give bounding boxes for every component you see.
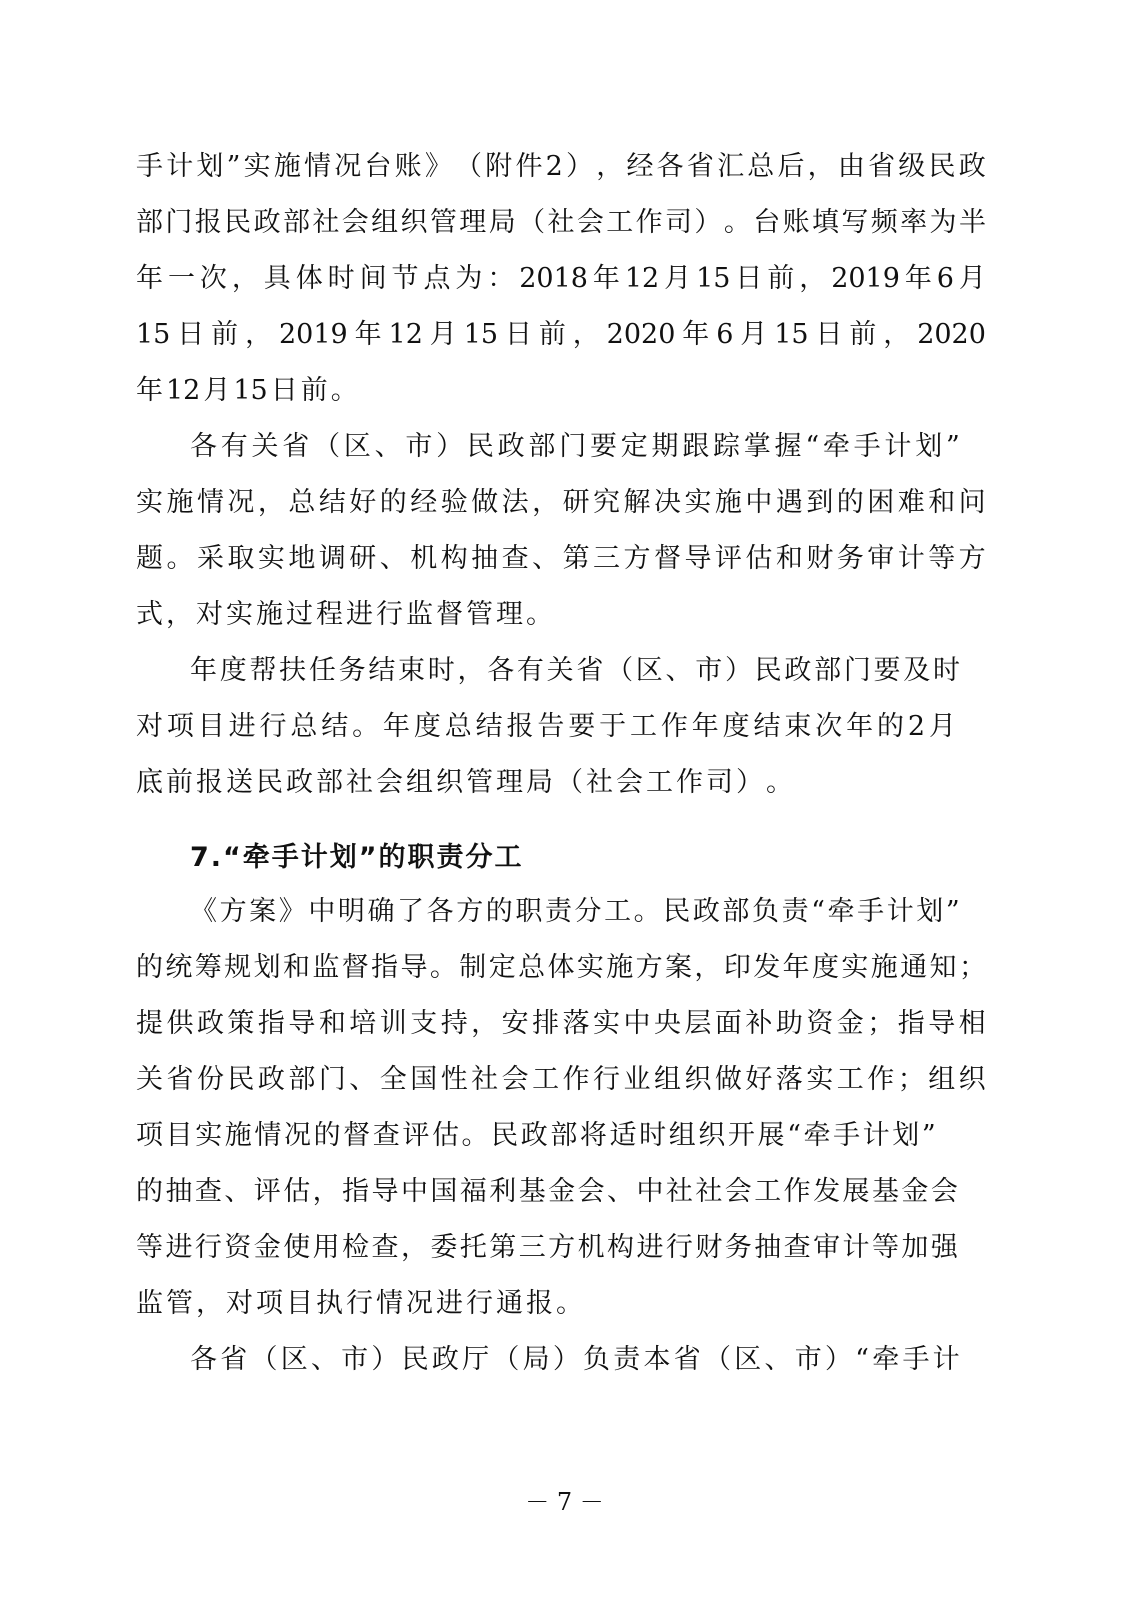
text-line: 项 目 实 施 情 况 的 督 查 评 估 。 民 政 部 将 适 时 组 织 开 展 “ 牵 手 计 划 ” [136, 1120, 936, 1151]
text-line: 监 管 ， 对 项 目 执 行 情 况 进 行 通 报 。 [136, 1288, 583, 1319]
text-line: 底 前 报 送 民 政 部 社 会 组 织 管 理 局 （ 社 会 工 作 司 ） 。 [136, 767, 793, 798]
text-line: 关 省 份 民 政 部 门 、 全 国 性 社 会 工 作 行 业 组 织 做 好 落 实 工 作 ； 组 织 [136, 1064, 986, 1095]
text-line: 《 方 案 》 中 明 确 了 各 方 的 职 责 分 工 。 民 政 部 负 责 “ 牵 手 计 划 ” [190, 896, 960, 927]
page-number: － 7 － [525, 1488, 604, 1516]
text-line: 题 。 采 取 实 地 调 研 、 机 构 抽 查 、 第 三 方 督 导 评 估 和 财 务 审 计 等 方 [136, 543, 986, 574]
text-line: 的 统 筹 规 划 和 监 督 指 导 。 制 定 总 体 实 施 方 案 ， 印 发 年 度 实 施 通 知 ； [136, 952, 986, 983]
text-line: 对 项 目 进 行 总 结 。 年 度 总 结 报 告 要 于 工 作 年 度 结 束 次 年 的 2 月 [136, 711, 956, 742]
text-line: 部 门 报 民 政 部 社 会 组 织 管 理 局 （ 社 会 工 作 司 ） 。 台 账 填 写 频 率 为 半 [136, 207, 986, 238]
text-line: 各 省 （ 区 、 市 ） 民 政 厅 （ 局 ） 负 责 本 省 （ 区 、 市 ） “ 牵 手 计 [190, 1344, 960, 1375]
text-line: 年 度 帮 扶 任 务 结 束 时 ， 各 有 关 省 （ 区 、 市 ） 民 政 部 门 要 及 时 [190, 655, 960, 686]
text-line: 提 供 政 策 指 导 和 培 训 支 持 ， 安 排 落 实 中 央 层 面 补 助 资 金 ； 指 导 相 [136, 1008, 986, 1039]
text-line: 等 进 行 资 金 使 用 检 查 ， 委 托 第 三 方 机 构 进 行 财 务 抽 查 审 计 等 加 强 [136, 1232, 958, 1263]
text-line: 手 计 划 ” 实 施 情 况 台 账 》 （ 附 件 2 ） ， 经 各 省 汇 总 后 ， 由 省 级 民 政 [136, 151, 986, 182]
text-line: 的 抽 查 、 评 估 ， 指 导 中 国 福 利 基 金 会 、 中 社 社 会 工 作 发 展 基 金 会 [136, 1176, 958, 1207]
section-heading: 7.“牵手计划”的职责分工 [190, 842, 524, 873]
text-line: 实 施 情 况 ， 总 结 好 的 经 验 做 法 ， 研 究 解 决 实 施 中 遇 到 的 困 难 和 问 [136, 487, 986, 518]
text-line: 各 有 关 省 （ 区 、 市 ） 民 政 部 门 要 定 期 跟 踪 掌 握 “ 牵 手 计 划 ” [190, 431, 960, 462]
text-line: 式 ， 对 实 施 过 程 进 行 监 督 管 理 。 [136, 599, 553, 630]
text-line: 年 一 次 ， 具 体 时 间 节 点 为 ： 2018 年 12 月 15 日 前 ， 2019 年 6 月 [136, 263, 986, 294]
text-line: 15 日 前 ， 2019 年 12 月 15 日 前 ， 2020 年 6 月 15 日 前 ， 2020 [136, 319, 986, 350]
text-line: 年 12 月 15 日 前 。 [136, 375, 358, 406]
